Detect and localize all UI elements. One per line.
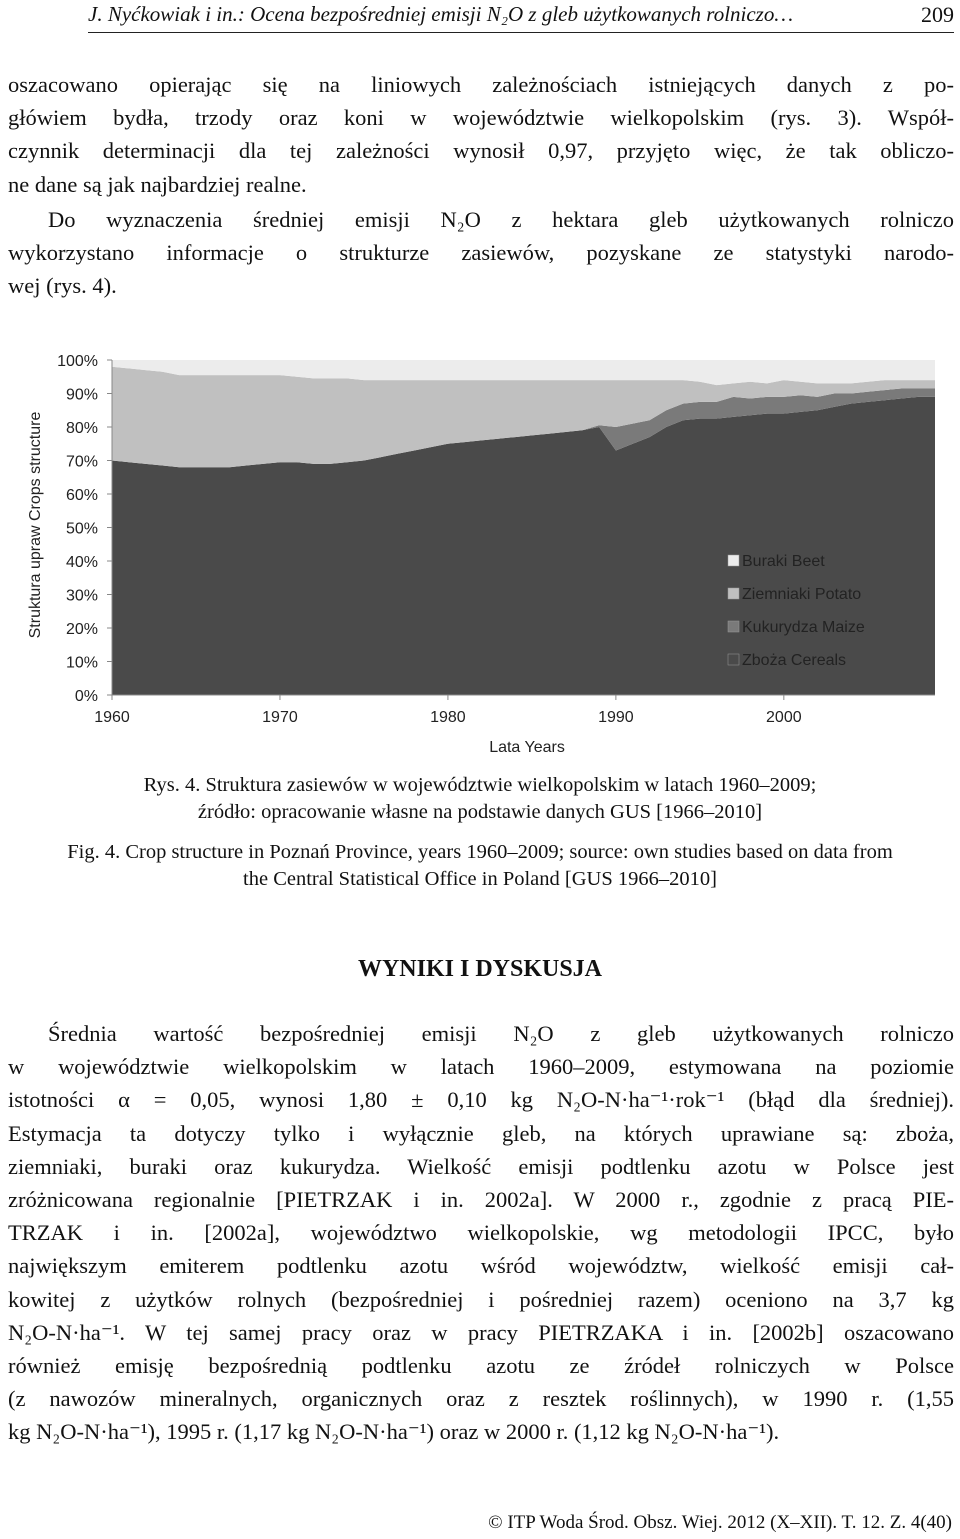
running-title: J. Nyćkowiak i in.: Ocena bezpośredniej emisji N₂O z gleb użytkowanych rolniczo…	[88, 2, 794, 26]
text-line: główiem bydła, trzody oraz koni w województwie wielkopolskim (rys. 3). Współ-	[8, 105, 954, 131]
figure-caption-pl	[0, 772, 960, 826]
page-number: 209	[921, 2, 954, 27]
text-line: wykorzystano informacje o strukturze zasiewów, pozyskane ze statystyki narodo-	[8, 240, 954, 266]
chart-svg	[0, 340, 960, 770]
y-tick-label: 50%	[65, 520, 98, 538]
x-tick-label: 2000	[766, 709, 802, 726]
section-heading: WYNIKI I DYSKUSJA	[357, 956, 603, 982]
y-tick-label: 90%	[65, 386, 98, 404]
legend-swatch	[728, 555, 739, 566]
y-tick-label: 80%	[65, 420, 98, 437]
intro-paragraph	[8, 68, 954, 201]
y-tick-label: 100%	[57, 353, 98, 370]
y-tick-label: 30%	[65, 587, 98, 605]
text-line: TRZAK i in. [2002a], województwo wielkopolskie, wg metodologii IPCC, było	[8, 1220, 954, 1246]
text-line: ne dane są jak najbardziej realne.	[8, 171, 307, 197]
legend-swatch	[728, 654, 739, 665]
crop-structure-chart	[0, 340, 960, 770]
x-axis-label: Lata Years	[489, 739, 565, 756]
figure-caption-en	[0, 839, 960, 893]
results-paragraph	[8, 1017, 954, 1449]
y-tick-label: 0%	[74, 688, 98, 705]
text-line: największym emiterem podtlenku azotu wśród województw, wielkość emisji cał-	[8, 1253, 954, 1279]
legend-swatch	[728, 621, 739, 632]
footer-citation: © ITP Woda Środ. Obsz. Wiej. 2012 (X–XII). T. 12. Z. 4(40)	[488, 1512, 952, 1533]
legend-entry: Zboża Cereals	[742, 652, 847, 669]
legend-entry: Ziemniaki Potato	[742, 586, 862, 603]
text-line: (z nawozów mineralnych, organicznych oraz z resztek roślinnych), w 1990 r. (1,55	[8, 1386, 954, 1412]
caption-pl-line2: źródło: opracowanie własne na podstawie danych GUS [1966–2010]	[197, 801, 763, 823]
legend-entry: Kukurydza Maize	[742, 619, 865, 636]
running-header	[88, 0, 954, 30]
text-line: wej (rys. 4).	[8, 273, 117, 299]
text-line: N₂O-N·ha⁻¹. W tej samej pracy oraz w pracy PIETRZAKA i in. [2002b] oszacowano	[8, 1319, 954, 1345]
caption-pl-line1: Rys. 4. Struktura zasiewów w województwie wielkopolskim w latach 1960–2009;	[143, 774, 817, 796]
y-tick-label: 40%	[65, 554, 98, 571]
text-line: kg N₂O-N·ha⁻¹), 1995 r. (1,17 kg N₂O-N·ha⁻¹) oraz w 2000 r. (1,12 kg N₂O-N·ha⁻¹).	[8, 1419, 780, 1445]
y-axis-label: Struktura upraw Crops structure	[27, 411, 44, 639]
x-tick-label: 1980	[430, 709, 466, 726]
text-line: w województwie wielkopolskim w latach 1960–2009, estymowana na poziomie	[8, 1054, 954, 1080]
x-tick-label: 1970	[262, 709, 298, 726]
x-tick-label: 1990	[598, 709, 634, 726]
y-tick-label: 70%	[65, 453, 98, 471]
text-line: kowitej z użytków rolnych (bezpośredniej i pośredniej razem) oceniono na 3,7 kg	[8, 1286, 954, 1312]
text-line: ziemniaki, buraki oraz kukurydza. Wielkość emisji podtlenku azotu w Polsce jest	[8, 1153, 954, 1179]
y-tick-label: 60%	[65, 487, 98, 504]
text-line: oszacowano opierając się na liniowych zależnościach istniejących danych z po-	[8, 72, 954, 97]
text-line: czynnik determinacji dla tej zależności wynosił 0,97, przyjęto więc, że tak obliczo-	[8, 138, 954, 164]
caption-en-line2: the Central Statistical Office in Poland [GUS 1966–2010]	[243, 868, 717, 890]
text-line: Estymacja ta dotyczy tylko i wyłącznie gleb, na których uprawiane są: zboża,	[8, 1120, 954, 1146]
legend-entry: Buraki Beet	[742, 553, 825, 570]
x-tick-label: 1960	[94, 709, 130, 726]
text-line: Do wyznaczenia średniej emisji N₂O z hektara gleb użytkowanych rolniczo	[48, 207, 954, 232]
y-tick-label: 20%	[65, 621, 98, 638]
y-tick-label: 10%	[65, 654, 98, 672]
second-paragraph	[8, 203, 954, 303]
text-line: zróżnicowana regionalnie [PIETRZAK i in. 2002a]. W 2000 r., zgodnie z pracą PIE-	[8, 1187, 954, 1213]
legend-swatch	[728, 588, 739, 599]
header-rule	[88, 32, 954, 33]
text-line: istotności α = 0,05, wynosi 1,80 ± 0,10 kg N₂O-N·ha⁻¹·rok⁻¹ (błąd dla średniej).	[8, 1087, 954, 1113]
text-line: Średnia wartość bezpośredniej emisji N₂O z gleb użytkowanych rolniczo	[48, 1021, 954, 1046]
text-line: również emisję bezpośrednią podtlenku azotu ze źródeł rolniczych w Polsce	[8, 1353, 954, 1379]
caption-en-line1: Fig. 4. Crop structure in Poznań Province, years 1960–2009; source: own studies based on data from	[67, 841, 893, 863]
